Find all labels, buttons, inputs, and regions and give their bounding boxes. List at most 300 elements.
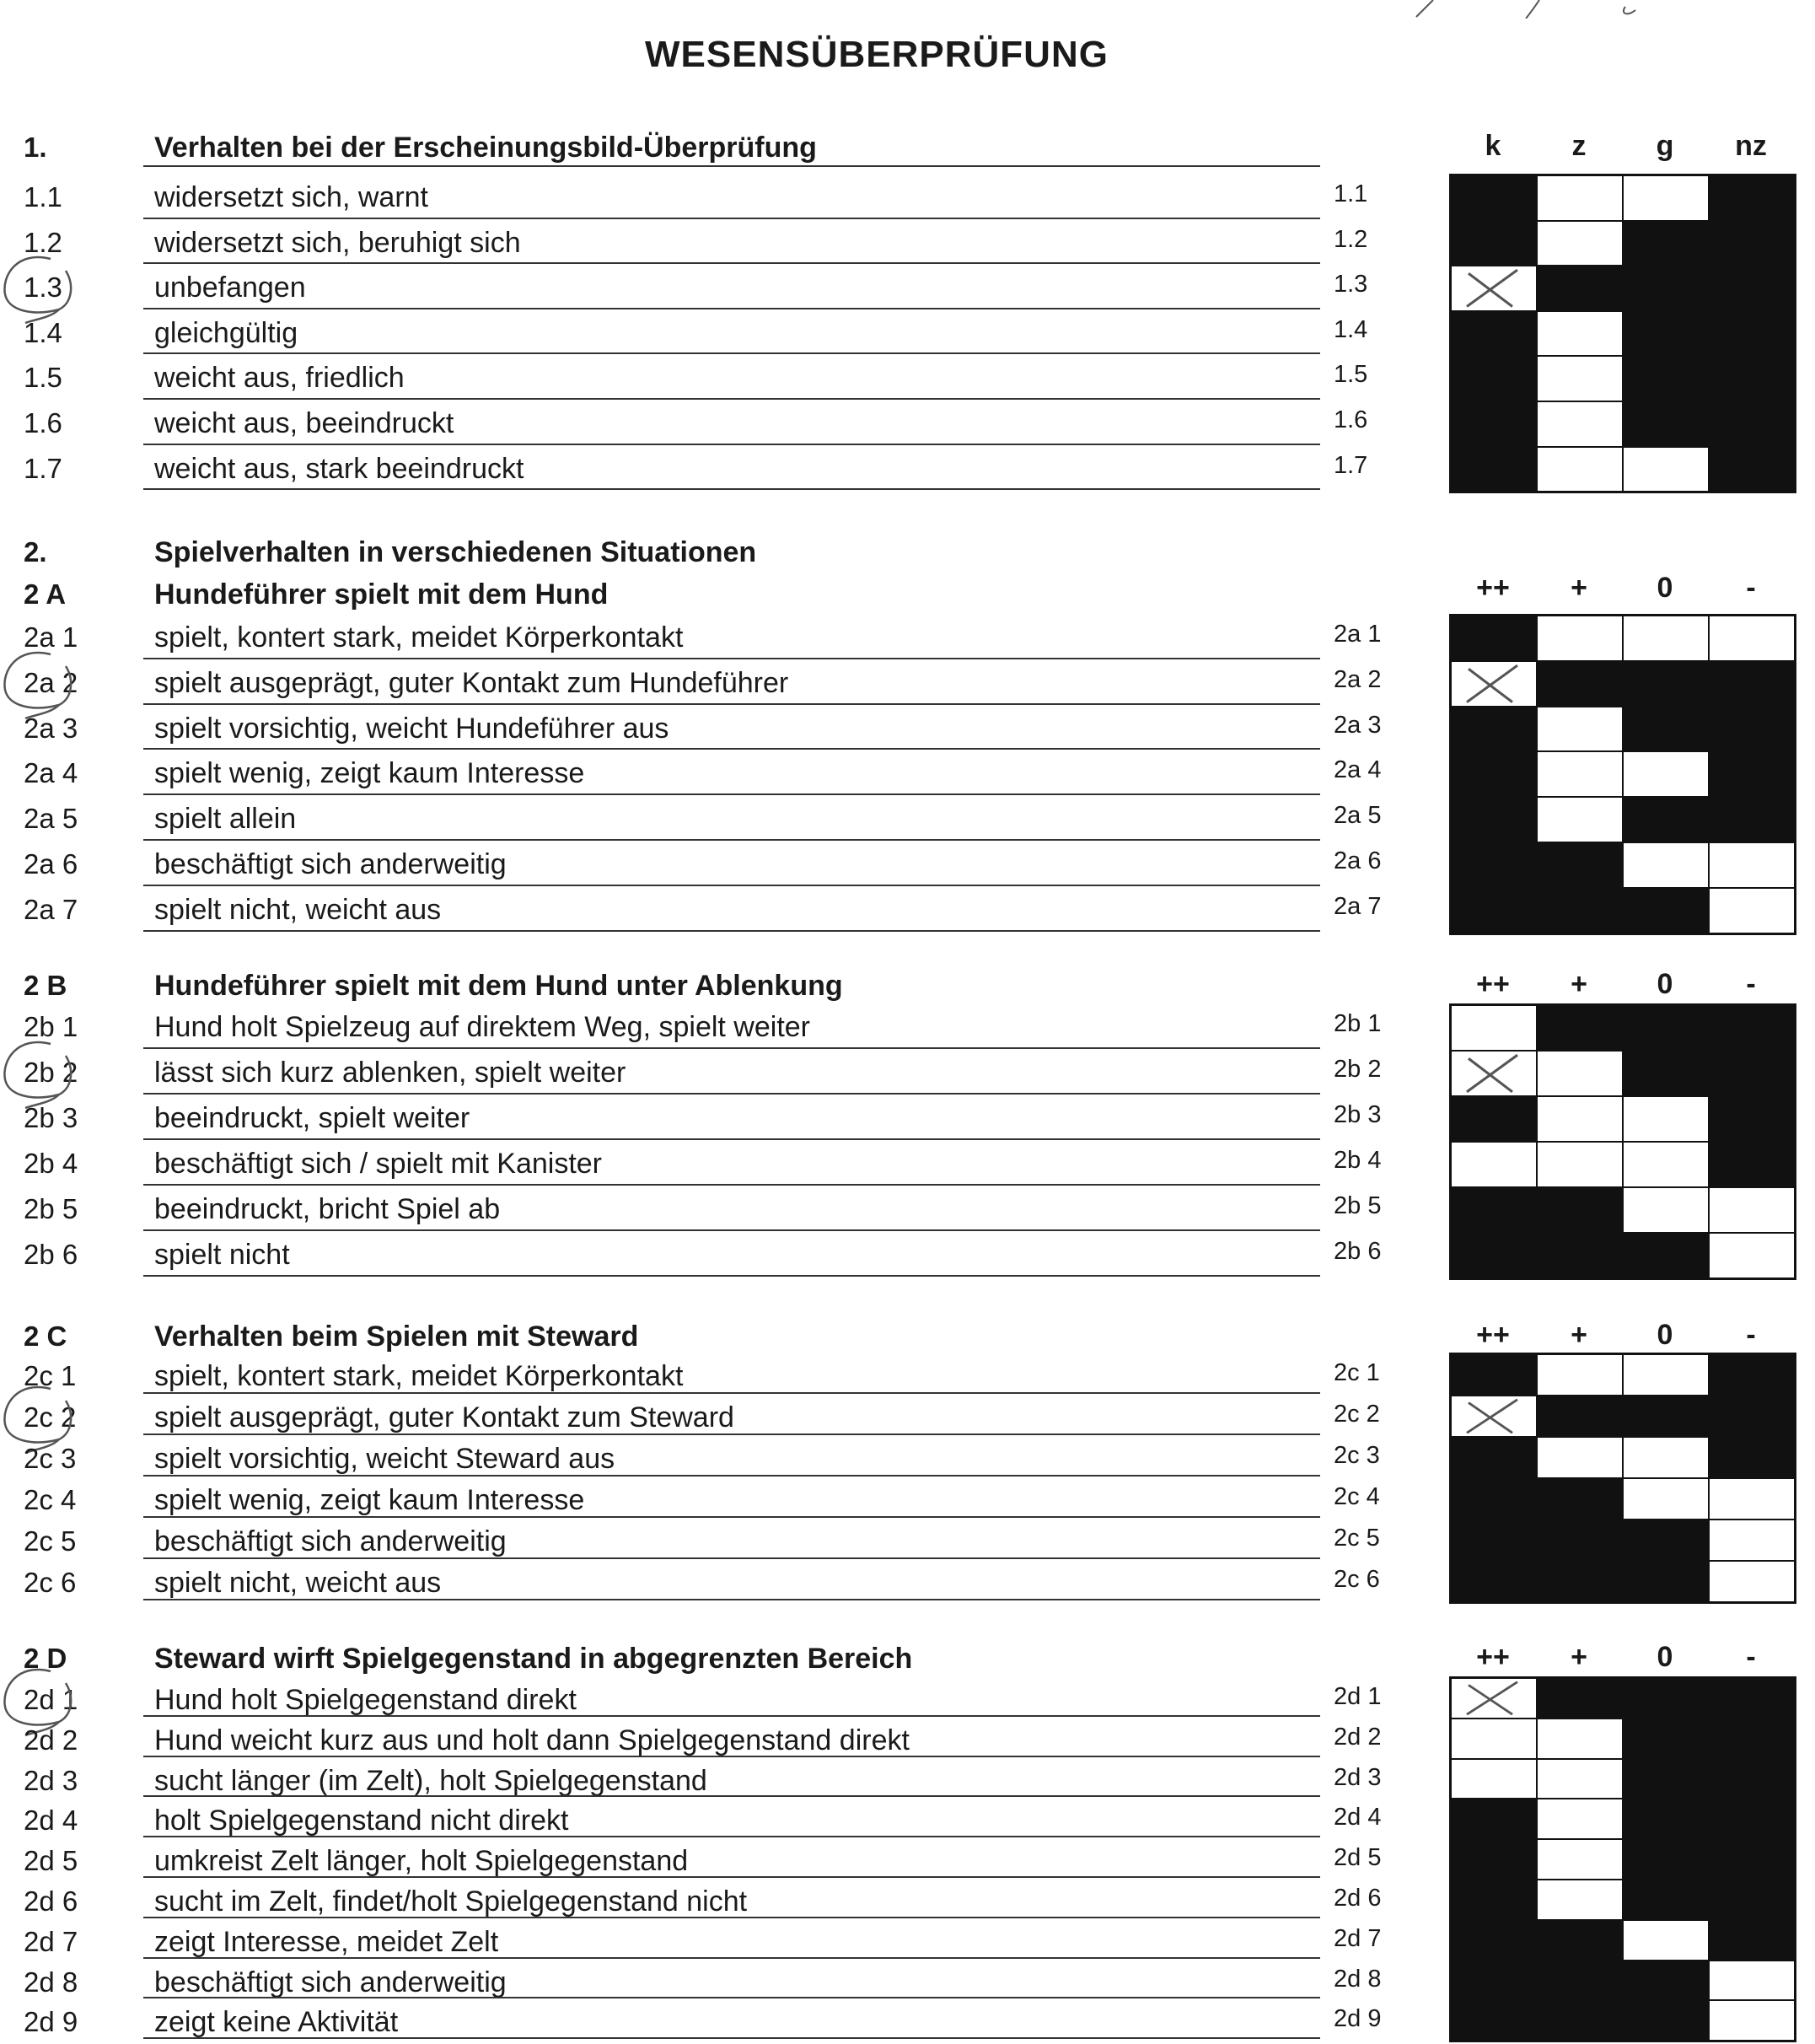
blocked-cell — [1709, 751, 1795, 797]
blocked-cell — [1451, 707, 1537, 752]
blocked-cell — [1709, 661, 1795, 707]
column-header: - — [1746, 1319, 1756, 1351]
rating-grid — [1449, 1353, 1796, 1604]
row-reference: 1.3 — [1334, 271, 1368, 299]
rating-cell[interactable] — [1623, 751, 1709, 797]
row-number: 2c 1 — [24, 1360, 77, 1391]
subsection-title: Hundeführer spielt mit dem Hund — [154, 578, 609, 611]
rating-cell[interactable] — [1537, 311, 1623, 357]
blocked-cell — [1623, 1759, 1709, 1799]
rating-cell[interactable] — [1623, 1187, 1709, 1233]
column-header: 0 — [1657, 1319, 1673, 1351]
section-title: Spielverhalten in verschiedenen Situationen — [154, 536, 757, 568]
rating-cell[interactable] — [1537, 1354, 1623, 1396]
blocked-cell — [1451, 1520, 1537, 1561]
row-number: 2d 4 — [24, 1805, 78, 1837]
row-reference: 2b 2 — [1334, 1056, 1382, 1083]
row-text: beschäftigt sich anderweitig — [154, 1966, 507, 1998]
row-underline — [143, 352, 1320, 354]
row-reference: 2a 2 — [1334, 665, 1382, 693]
blocked-cell — [1451, 2000, 1537, 2041]
blocked-cell — [1623, 1961, 1709, 2001]
blocked-cell — [1451, 1920, 1537, 1961]
cross-mark-icon — [1452, 1679, 1536, 1718]
rating-cell[interactable] — [1451, 661, 1537, 707]
blocked-cell — [1623, 1839, 1709, 1880]
rating-cell[interactable] — [1451, 1142, 1537, 1187]
blocked-cell — [1451, 616, 1537, 661]
blocked-cell — [1451, 1839, 1537, 1880]
rating-cell[interactable] — [1623, 1142, 1709, 1187]
row-reference: 2d 8 — [1334, 1965, 1382, 1993]
blocked-cell — [1623, 1719, 1709, 1759]
row-reference: 2a 1 — [1334, 621, 1382, 648]
blocked-cell — [1451, 888, 1537, 933]
blocked-cell — [1709, 1880, 1795, 1920]
row-text: spielt, kontert stark, meidet Körperkontakt — [154, 1360, 684, 1392]
rating-grid — [1449, 174, 1796, 493]
blocked-cell — [1451, 751, 1537, 797]
rating-cell[interactable] — [1709, 2000, 1795, 2041]
blocked-cell — [1451, 1880, 1537, 1920]
row-reference: 2d 3 — [1334, 1763, 1382, 1791]
blocked-cell — [1709, 1437, 1795, 1478]
row-text: beeindruckt, spielt weiter — [154, 1102, 470, 1134]
row-number: 2b 6 — [24, 1239, 78, 1270]
cross-mark-icon — [1452, 1396, 1536, 1436]
blocked-cell — [1537, 661, 1623, 707]
blocked-cell — [1451, 401, 1537, 447]
blocked-cell — [1623, 266, 1709, 311]
rating-cell[interactable] — [1451, 1396, 1537, 1437]
blocked-cell — [1709, 447, 1795, 492]
blocked-cell — [1537, 1961, 1623, 2001]
column-header: - — [1746, 968, 1756, 1000]
column-header: z — [1571, 130, 1587, 162]
blocked-cell — [1451, 356, 1537, 401]
row-underline — [143, 1715, 1320, 1717]
row-underline — [143, 444, 1320, 445]
column-header: 0 — [1657, 572, 1673, 604]
row-underline — [143, 488, 1320, 490]
blocked-cell — [1537, 842, 1623, 888]
row-number: 2a 6 — [24, 848, 78, 879]
rating-cell[interactable] — [1537, 707, 1623, 752]
blocked-cell — [1623, 1520, 1709, 1561]
row-reference: 2b 5 — [1334, 1192, 1382, 1219]
row-underline — [143, 1093, 1320, 1095]
row-number: 2d 2 — [24, 1724, 78, 1756]
rating-cell[interactable] — [1451, 266, 1537, 311]
blocked-cell — [1623, 661, 1709, 707]
blocked-cell — [1537, 1478, 1623, 1520]
rating-cell[interactable] — [1709, 1187, 1795, 1233]
blocked-cell — [1709, 1396, 1795, 1437]
rating-cell[interactable] — [1623, 1920, 1709, 1961]
row-number: 2d 6 — [24, 1885, 78, 1917]
row-number: 2a 4 — [24, 757, 78, 789]
row-underline — [143, 793, 1320, 795]
row-text: spielt wenig, zeigt kaum Interesse — [154, 757, 585, 790]
row-reference: 2c 4 — [1334, 1483, 1380, 1510]
row-text: spielt allein — [154, 803, 297, 836]
blocked-cell — [1623, 221, 1709, 266]
blocked-cell — [1451, 1961, 1537, 2001]
blocked-cell — [1623, 1051, 1709, 1096]
rating-cell[interactable] — [1537, 1096, 1623, 1142]
blocked-cell — [1623, 797, 1709, 842]
blocked-cell — [1537, 1005, 1623, 1051]
row-underline — [143, 262, 1320, 264]
row-number: 2d 3 — [24, 1764, 78, 1796]
row-underline — [143, 839, 1320, 841]
blocked-cell — [1537, 2000, 1623, 2041]
row-underline — [143, 658, 1320, 659]
section-title: Verhalten beim Spielen mit Steward — [154, 1321, 639, 1353]
cross-mark-icon — [1452, 662, 1536, 706]
row-text: holt Spielgegenstand nicht direkt — [154, 1805, 569, 1837]
row-reference: 2b 3 — [1334, 1101, 1382, 1128]
row-number: 2d 8 — [24, 1966, 78, 1998]
row-text: widersetzt sich, warnt — [154, 181, 428, 213]
rating-cell[interactable] — [1709, 1961, 1795, 2001]
rating-cell[interactable] — [1537, 221, 1623, 266]
row-text: spielt nicht — [154, 1239, 290, 1271]
rating-cell[interactable] — [1537, 1437, 1623, 1478]
row-text: weicht aus, friedlich — [154, 362, 405, 395]
rating-cell[interactable] — [1623, 1437, 1709, 1478]
rating-cell[interactable] — [1537, 751, 1623, 797]
rating-cell[interactable] — [1709, 1520, 1795, 1561]
row-text: Hund holt Spielgegenstand direkt — [154, 1684, 577, 1716]
row-text: sucht länger (im Zelt), holt Spielgegenstand — [154, 1764, 707, 1797]
rating-cell[interactable] — [1537, 356, 1623, 401]
blocked-cell — [1623, 2000, 1709, 2041]
blocked-cell — [1709, 1920, 1795, 1961]
rating-cell[interactable] — [1537, 1839, 1623, 1880]
row-text: beeindruckt, bricht Spiel ab — [154, 1193, 501, 1225]
rating-cell[interactable] — [1537, 1719, 1623, 1759]
row-text: spielt nicht, weicht aus — [154, 893, 442, 926]
row-reference: 2b 1 — [1334, 1010, 1382, 1037]
row-number: 1.4 — [24, 316, 62, 348]
section-number: 2 D — [24, 1643, 67, 1674]
row-underline — [143, 1997, 1320, 1998]
rating-cell[interactable] — [1623, 842, 1709, 888]
row-reference: 2b 4 — [1334, 1147, 1382, 1174]
rating-cell[interactable] — [1623, 175, 1709, 221]
row-underline — [143, 1184, 1320, 1186]
row-reference: 2c 5 — [1334, 1525, 1380, 1552]
blocked-cell — [1709, 401, 1795, 447]
row-number: 2c 6 — [24, 1567, 77, 1598]
row-text: spielt nicht, weicht aus — [154, 1567, 442, 1599]
blocked-cell — [1623, 1561, 1709, 1602]
row-number: 2d 7 — [24, 1925, 78, 1957]
row-reference: 2a 6 — [1334, 847, 1382, 874]
row-text: zeigt Interesse, meidet Zelt — [154, 1925, 499, 1958]
rating-grid — [1449, 1003, 1796, 1280]
rating-cell[interactable] — [1537, 401, 1623, 447]
blocked-cell — [1537, 266, 1623, 311]
rating-cell[interactable] — [1623, 447, 1709, 492]
row-underline — [143, 1557, 1320, 1559]
blocked-cell — [1537, 888, 1623, 933]
blocked-cell — [1623, 401, 1709, 447]
column-header: ++ — [1476, 1641, 1510, 1673]
rating-cell[interactable] — [1537, 1759, 1623, 1799]
row-number: 1.7 — [24, 452, 62, 484]
rating-cell[interactable] — [1709, 888, 1795, 933]
row-text: spielt wenig, zeigt kaum Interesse — [154, 1484, 585, 1516]
column-header: nz — [1735, 130, 1767, 162]
rating-cell[interactable] — [1451, 1759, 1537, 1799]
rating-cell[interactable] — [1451, 1719, 1537, 1759]
row-number: 2c 5 — [24, 1525, 77, 1557]
column-header: + — [1571, 572, 1587, 604]
row-underline — [143, 1138, 1320, 1140]
row-underline — [143, 1229, 1320, 1231]
blocked-cell — [1623, 311, 1709, 357]
column-header: - — [1746, 572, 1756, 604]
row-text: zeigt keine Aktivität — [154, 2006, 399, 2039]
row-underline — [143, 2037, 1320, 2039]
blocked-cell — [1451, 1478, 1537, 1520]
row-text: beschäftigt sich anderweitig — [154, 1525, 507, 1557]
row-underline — [143, 1836, 1320, 1837]
section-number: 2 B — [24, 970, 67, 1001]
row-underline — [143, 1516, 1320, 1518]
row-text: weicht aus, beeindruckt — [154, 407, 454, 439]
rating-cell[interactable] — [1451, 1005, 1537, 1051]
row-reference: 1.2 — [1334, 225, 1368, 253]
row-text: Hund holt Spielzeug auf direktem Weg, spielt weiter — [154, 1011, 810, 1043]
row-number: 2a 2 — [24, 666, 78, 698]
row-number: 2b 5 — [24, 1193, 78, 1224]
row-reference: 2a 5 — [1334, 802, 1382, 830]
row-reference: 2d 9 — [1334, 2005, 1382, 2033]
rating-cell[interactable] — [1451, 1678, 1537, 1719]
section-title: Verhalten bei der Erscheinungsbild-Überprüfung — [154, 132, 817, 164]
blocked-cell — [1623, 1005, 1709, 1051]
column-header: + — [1571, 1319, 1587, 1351]
row-text: widersetzt sich, beruhigt sich — [154, 226, 521, 259]
row-reference: 2c 2 — [1334, 1401, 1380, 1428]
row-underline — [143, 398, 1320, 400]
rating-cell[interactable] — [1537, 616, 1623, 661]
row-number: 1.5 — [24, 362, 62, 394]
rating-cell[interactable] — [1709, 1561, 1795, 1602]
row-number: 2a 5 — [24, 803, 78, 835]
blocked-cell — [1537, 1396, 1623, 1437]
column-header: 0 — [1657, 1641, 1673, 1673]
row-number: 1.1 — [24, 181, 62, 212]
rating-grid — [1449, 1676, 1796, 2042]
row-reference: 1.7 — [1334, 451, 1368, 479]
blocked-cell — [1623, 1799, 1709, 1839]
rating-cell[interactable] — [1623, 1354, 1709, 1396]
rating-cell[interactable] — [1709, 1233, 1795, 1278]
row-underline — [143, 1795, 1320, 1797]
subsection-number: 2 A — [24, 578, 67, 610]
row-underline — [143, 930, 1320, 932]
rating-cell[interactable] — [1537, 1051, 1623, 1096]
blocked-cell — [1623, 1396, 1709, 1437]
blocked-cell — [1709, 1354, 1795, 1396]
row-number: 2a 7 — [24, 893, 78, 925]
row-text: spielt ausgeprägt, guter Kontakt zum Hundeführer — [154, 666, 789, 699]
blocked-cell — [1537, 1520, 1623, 1561]
row-number: 1.2 — [24, 226, 62, 258]
blocked-cell — [1451, 311, 1537, 357]
rating-cell[interactable] — [1537, 1880, 1623, 1920]
blocked-cell — [1709, 356, 1795, 401]
blocked-cell — [1537, 1187, 1623, 1233]
rating-grid — [1449, 614, 1796, 935]
blocked-cell — [1451, 1561, 1537, 1602]
row-reference: 2a 3 — [1334, 711, 1382, 739]
row-text: gleichgültig — [154, 316, 298, 349]
blocked-cell — [1709, 1142, 1795, 1187]
section-title: Steward wirft Spielgegenstand in abgegrenzten Bereich — [154, 1643, 913, 1675]
row-text: umkreist Zelt länger, holt Spielgegenstand — [154, 1845, 689, 1878]
row-reference: 2c 3 — [1334, 1442, 1380, 1469]
page-title: WESENSÜBERPRÜFUNG — [645, 34, 1109, 75]
blocked-cell — [1709, 1678, 1795, 1719]
blocked-cell — [1709, 266, 1795, 311]
row-reference: 2d 1 — [1334, 1683, 1382, 1710]
row-text: spielt vorsichtig, weicht Steward aus — [154, 1443, 615, 1475]
rating-cell[interactable] — [1537, 1142, 1623, 1187]
column-header: g — [1656, 130, 1674, 162]
blocked-cell — [1451, 1233, 1537, 1278]
blocked-cell — [1709, 221, 1795, 266]
blocked-cell — [1709, 1005, 1795, 1051]
rating-cell[interactable] — [1623, 1096, 1709, 1142]
row-reference: 2d 5 — [1334, 1844, 1382, 1872]
row-reference: 1.6 — [1334, 406, 1368, 433]
column-header: 0 — [1657, 968, 1673, 1000]
cross-mark-icon — [1452, 1052, 1536, 1095]
row-number: 2d 5 — [24, 1845, 78, 1877]
rating-cell[interactable] — [1709, 616, 1795, 661]
row-underline — [143, 1047, 1320, 1049]
row-number: 1.3 — [24, 272, 62, 304]
section-number: 1. — [24, 132, 47, 163]
row-number: 2c 3 — [24, 1443, 77, 1474]
blocked-cell — [1451, 447, 1537, 492]
section-title: Hundeführer spielt mit dem Hund unter Ablenkung — [154, 970, 843, 1002]
blocked-cell — [1451, 1799, 1537, 1839]
blocked-cell — [1537, 1233, 1623, 1278]
blocked-cell — [1709, 1719, 1795, 1759]
column-header: - — [1746, 1641, 1756, 1673]
row-text: spielt, kontert stark, meidet Körperkontakt — [154, 621, 684, 654]
row-underline — [143, 1392, 1320, 1394]
rating-cell[interactable] — [1537, 797, 1623, 842]
blocked-cell — [1709, 797, 1795, 842]
title-underline — [143, 165, 1320, 167]
row-reference: 2c 6 — [1334, 1566, 1380, 1593]
row-text: beschäftigt sich / spielt mit Kanister — [154, 1148, 603, 1180]
row-number: 2c 2 — [24, 1401, 77, 1433]
row-reference: 1.4 — [1334, 315, 1368, 343]
row-number: 2a 3 — [24, 712, 78, 744]
row-reference: 2a 4 — [1334, 756, 1382, 784]
blocked-cell — [1709, 1759, 1795, 1799]
row-reference: 2d 4 — [1334, 1804, 1382, 1832]
blocked-cell — [1451, 1096, 1537, 1142]
blocked-cell — [1623, 888, 1709, 933]
signature-scribble — [1399, 0, 1678, 19]
blocked-cell — [1451, 1437, 1537, 1478]
rating-cell[interactable] — [1451, 1051, 1537, 1096]
blocked-cell — [1451, 1187, 1537, 1233]
row-reference: 2a 7 — [1334, 892, 1382, 920]
section-number: 2. — [24, 536, 47, 567]
blocked-cell — [1537, 1920, 1623, 1961]
row-underline — [143, 1433, 1320, 1435]
blocked-cell — [1623, 1880, 1709, 1920]
blocked-cell — [1451, 842, 1537, 888]
row-underline — [143, 1876, 1320, 1878]
blocked-cell — [1537, 1561, 1623, 1602]
rating-cell[interactable] — [1537, 1799, 1623, 1839]
row-text: lässt sich kurz ablenken, spielt weiter — [154, 1057, 626, 1089]
row-reference: 2d 2 — [1334, 1723, 1382, 1751]
row-underline — [143, 1599, 1320, 1600]
blocked-cell — [1709, 1839, 1795, 1880]
blocked-cell — [1623, 707, 1709, 752]
row-reference: 2c 1 — [1334, 1359, 1380, 1386]
row-underline — [143, 1475, 1320, 1477]
row-reference: 1.5 — [1334, 361, 1368, 389]
row-underline — [143, 885, 1320, 886]
blocked-cell — [1709, 1096, 1795, 1142]
row-underline — [143, 703, 1320, 705]
rating-cell[interactable] — [1623, 1478, 1709, 1520]
row-reference: 2d 6 — [1334, 1885, 1382, 1912]
blocked-cell — [1451, 221, 1537, 266]
row-text: weicht aus, stark beeindruckt — [154, 452, 524, 485]
row-number: 2d 1 — [24, 1684, 78, 1715]
blocked-cell — [1709, 1051, 1795, 1096]
row-number: 2b 2 — [24, 1057, 78, 1088]
rating-cell[interactable] — [1709, 1478, 1795, 1520]
row-text: sucht im Zelt, findet/holt Spielgegenstand nicht — [154, 1885, 748, 1918]
blocked-cell — [1623, 356, 1709, 401]
rating-cell[interactable] — [1537, 175, 1623, 221]
blocked-cell — [1537, 1678, 1623, 1719]
column-header: ++ — [1476, 968, 1510, 1000]
blocked-cell — [1451, 1354, 1537, 1396]
column-header: ++ — [1476, 572, 1510, 604]
rating-cell[interactable] — [1623, 616, 1709, 661]
row-underline — [143, 1957, 1320, 1959]
row-reference: 2d 7 — [1334, 1924, 1382, 1952]
row-underline — [143, 748, 1320, 750]
blocked-cell — [1709, 311, 1795, 357]
column-header: + — [1571, 1641, 1587, 1673]
blocked-cell — [1623, 1678, 1709, 1719]
row-number: 2d 9 — [24, 2006, 78, 2038]
rating-cell[interactable] — [1709, 842, 1795, 888]
row-text: unbefangen — [154, 272, 306, 304]
row-underline — [143, 1917, 1320, 1918]
column-header: k — [1485, 130, 1501, 162]
blocked-cell — [1451, 175, 1537, 221]
rating-cell[interactable] — [1537, 447, 1623, 492]
